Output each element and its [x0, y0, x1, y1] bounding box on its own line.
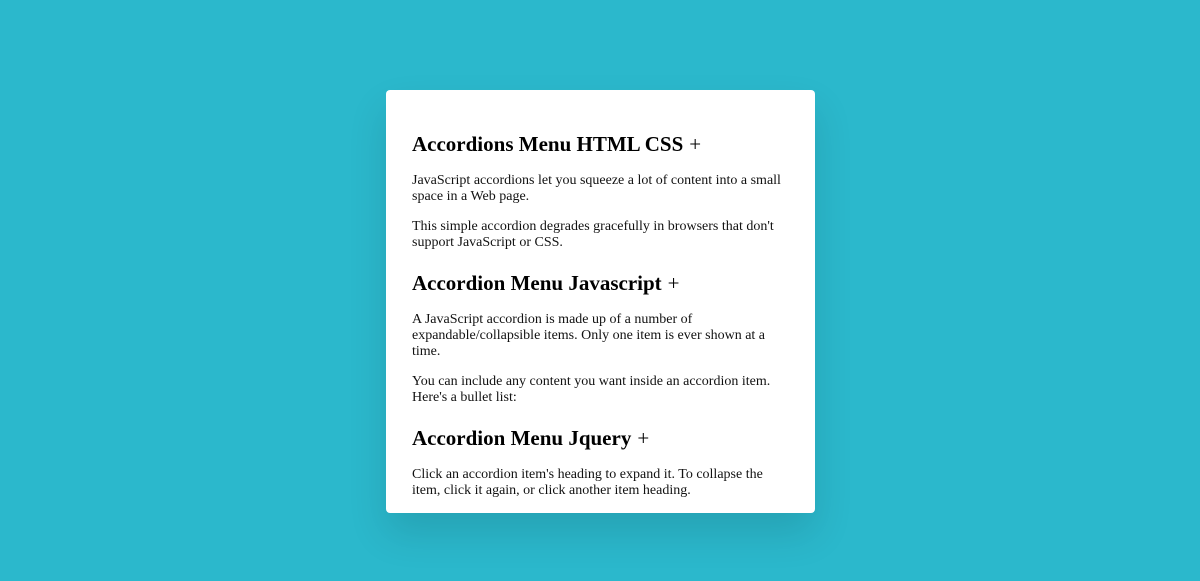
plus-icon[interactable]: +: [667, 271, 680, 295]
accordion-paragraph: This simple accordion degrades gracefully in browsers that don't support JavaScript or CSS.: [412, 219, 774, 250]
accordion-paragraph: JavaScript accordions let you squeeze a lot of content into a small space in a Web page.: [412, 173, 781, 204]
plus-icon[interactable]: +: [637, 426, 650, 450]
accordion-heading-label: Accordions Menu HTML CSS: [412, 132, 684, 156]
accordion-card: [386, 90, 815, 513]
accordion-heading-jquery[interactable]: [412, 426, 789, 450]
accordion-paragraph: You can include any content you want inside an accordion item. Here's a bullet list:: [412, 374, 771, 405]
accordion-heading-javascript[interactable]: [412, 271, 789, 295]
accordion-heading-label: Accordion Menu Javascript: [412, 271, 662, 295]
accordion-heading-label: Accordion Menu Jquery: [412, 426, 632, 450]
accordion-item-html-css: [412, 132, 789, 251]
accordion-paragraph: Click an accordion item's heading to expand it. To collapse the item, click it again, or click another item heading.: [412, 467, 763, 498]
plus-icon[interactable]: +: [689, 132, 702, 156]
accordion-heading-html-css[interactable]: [412, 132, 789, 156]
accordion-paragraph: A JavaScript accordion is made up of a number of expandable/collapsible items. Only one item is ever shown at a time.: [412, 312, 766, 359]
accordion-item-javascript: [412, 271, 789, 406]
accordion-item-jquery: [412, 426, 789, 499]
